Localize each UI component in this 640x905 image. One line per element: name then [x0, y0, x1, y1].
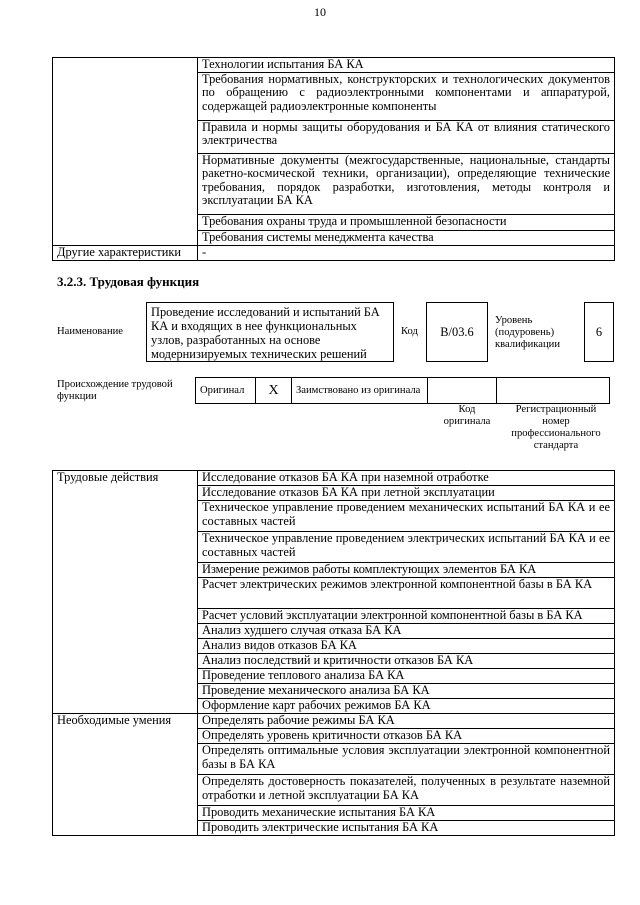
- table-row: Проведение теплового анализа БА КА: [198, 669, 615, 684]
- table-row: Расчет условий эксплуатации электронной компонентной базы в БА КА: [198, 609, 615, 624]
- code-box: B/03.6: [426, 302, 488, 362]
- table-row: Проводить электрические испытания БА КА: [198, 821, 615, 836]
- name-label: Наименование: [57, 326, 123, 337]
- table-row: Проводить механические испытания БА КА: [198, 806, 615, 821]
- table-row: Анализ последствий и критичности отказов БА КА: [198, 654, 615, 669]
- table-row: Измерение режимов работы комплектующих элементов БА КА: [198, 563, 615, 578]
- table-row: Проведение механического анализа БА КА: [198, 684, 615, 699]
- knowledge-continuation-table: [52, 57, 615, 261]
- level-label: Уровень (подуровень) квалификации: [495, 315, 560, 350]
- skills-label: Необходимые умения: [53, 714, 198, 836]
- borrowed-label: Заимствовано из оригинала: [292, 378, 428, 404]
- table-row: Исследование отказов БА КА при наземной отработке: [198, 471, 615, 486]
- table-row: Анализ видов отказов БА КА: [198, 639, 615, 654]
- origin-code-cell: [428, 378, 497, 404]
- page-number: 10: [314, 5, 326, 19]
- table-row: Анализ худшего случая отказа БА КА: [198, 624, 615, 639]
- table-row: Исследование отказов БА КА при летной эксплуатации: [198, 486, 615, 501]
- other-characteristics-value: -: [198, 245, 615, 260]
- table-row: Нормативные документы (межгосударственные, национальные, стандарты ракетно-космической техники, организации), определяющие технические требования, порядок разработки, изготовления, методы контроля и эксплуатации БА КА: [198, 153, 615, 214]
- table-row: Определять оптимальные условия эксплуатации электронной компонентной базы в БА КА: [198, 744, 615, 775]
- table-row: Расчет электрических режимов электронной компонентной базы в БА КА: [198, 578, 615, 609]
- original-label: Оригинал: [196, 378, 256, 404]
- table-row: Требования системы менеджмента качества: [198, 230, 615, 245]
- table-row: Требования охраны труда и промышленной безопасности: [198, 214, 615, 230]
- function-details-table: [52, 470, 615, 836]
- table-row: Техническое управление проведением механических испытаний БА КА и ее составных частей: [198, 501, 615, 532]
- code-label: Код: [401, 326, 418, 337]
- table-row: Определять рабочие режимы БА КА: [198, 714, 615, 729]
- table-row: Определять достоверность показателей, полученных в результате наземной отработки и летной эксплуатации БА КА: [198, 775, 615, 806]
- origin-table: [195, 377, 610, 404]
- section-heading: 3.2.3. Трудовая функция: [57, 274, 200, 289]
- origin-label: Происхождение трудовой функции: [57, 379, 173, 402]
- table-row: Техническое управление проведением электрических испытаний БА КА и ее составных частей: [198, 532, 615, 563]
- reg-caption: Регистрационный номер профессионального стандарта: [511, 404, 601, 451]
- table-row: Требования нормативных, конструкторских и технологических документов по обращению с радиоэлектронными компонентами и аппаратурой, содержащей радиоэлектронные компоненты: [198, 72, 615, 120]
- other-characteristics-label: Другие характеристики: [53, 245, 198, 260]
- function-name-box: Проведение исследований и испытаний БА КА и входящих в нее функциональных узлов, разработанных на основе модернизируемых технических решений: [146, 302, 394, 362]
- table-row: Технологии испытания БА КА: [198, 58, 615, 73]
- table-row: Оформление карт рабочих режимов БА КА: [198, 699, 615, 714]
- level-box: 6: [584, 302, 614, 362]
- empty-label-cell: [53, 58, 198, 246]
- table-row: Правила и нормы защиты оборудования и БА КА от влияния статического электричества: [198, 120, 615, 153]
- origin-reg-cell: [497, 378, 610, 404]
- labor-actions-label: Трудовые действия: [53, 471, 198, 714]
- original-mark: X: [256, 378, 292, 404]
- table-row: Определять уровень критичности отказов БА КА: [198, 729, 615, 744]
- code-caption: Код оригинала: [443, 404, 491, 427]
